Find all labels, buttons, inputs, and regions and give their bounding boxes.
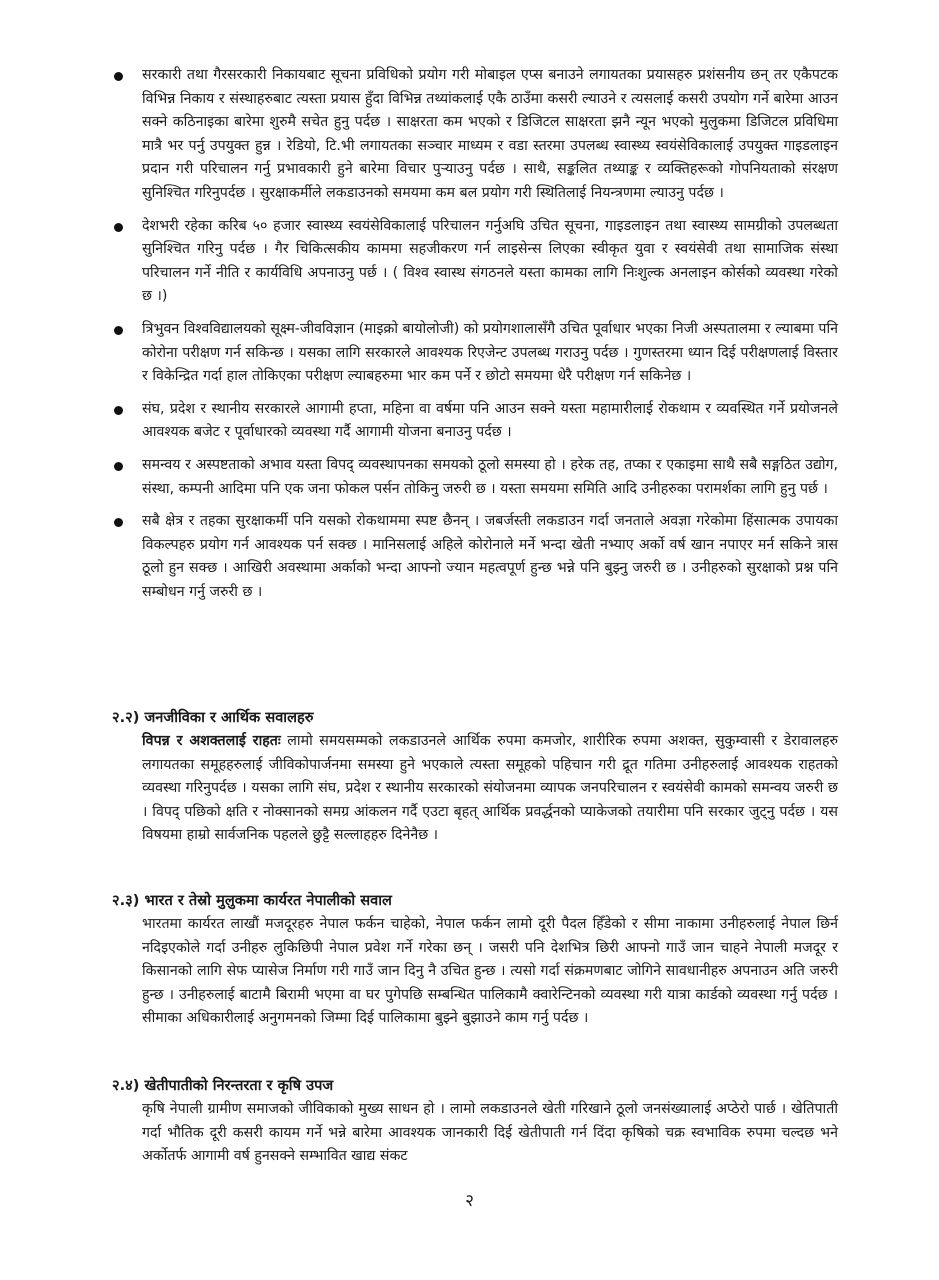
section-heading: २.४) खेतीपातीको निरन्तरता र कृषि उपज — [112, 1077, 334, 1094]
section-body — [112, 1098, 838, 1169]
list-item — [112, 318, 838, 389]
list-item-text: सबै क्षेत्र र तहका सुरक्षाकर्मी पनि यसको रोकथाममा स्पष्ट छैनन् । जबर्जस्ती लकडाउन गर्दा जनताले अवज्ञा गरेकोमा हिंसात्मक उपायका विकल्पहरु प्रयोग गर्न आवश्यक पर्न सक्छ । मानिसलाई अहिले कोरोनाले मर्ने भन्दा खेती नभ्याए अर्को वर्ष खान नपाएर मर्न सकिने त्रास ठूलो हुन सक्छ । आखिरी अवस्थामा अर्काको भन्दा आफ्नो ज्यान महत्वपूर्ण हुन्छ भन्ने पनि बुझ्नु जरुरी छ । उनीहरुको सुरक्षाको प्रश्न पनि सम्बोधन गर्नु जरुरी छ । — [142, 513, 838, 600]
section-livelihood — [112, 706, 838, 848]
list-item-text: सरकारी तथा गैरसरकारी निकायबाट सूचना प्रविधिको प्रयोग गरी मोबाइल एप्स बनाउने लगायतका प्रयासहरु प्रशंसनीय छन् तर एकैपटक विभिन्न निकाय र संस्थाहरुबाट त्यस्ता प्रयास हुँदा विभिन्न तथ्यांकलाई एकै ठाउँमा कसरी ल्याउने र त्यसलाई कसरी उपयोग गर्ने बारेमा आउन सक्ने कठिनाइका बारेमा शुरुमै सचेत हुनु पर्दछ । साक्षरता कम भएको र डिजिटल साक्षरता झनै न्यून भएको मुलुकमा डिजिटल प्रविधिमा मात्रै भर पर्नु उपयुक्त हुन्न । रेडियो, टि.भी लगायतका सञ्चार माध्यम र वडा स्तरमा उपलब्ध स्वास्थ्य स्वयंसेविकालाई उपयुक्त गाइडलाइन प्रदान गरी परिचालन गर्नु प्रभावकारी हुने बारेमा विचार पुऱ्याउनु पर्दछ । साथै, सङ्कलित तथ्याङ्क र व्यक्तिहरूको गोपनियताको संरक्षण सुनिश्चित गरिनुपर्दछ । सुरक्षाकर्मीले लकडाउनको समयमा कम बल प्रयोग गरी स्थितिलाई नियन्त्रणमा ल्याउनु पर्दछ । — [142, 67, 838, 201]
page-number: २ — [465, 1191, 474, 1211]
list-item — [112, 215, 838, 309]
section-heading: २.३) भारत र तेस्रो मुलुकमा कार्यरत नेपालीको सवाल — [112, 892, 392, 909]
section-body-text: कृषि नेपाली ग्रामीण समाजको जीविकाको मुख्य साधन हो । लामो लकडाउनले खेती गरिखाने ठूलो जनसंख्यालाई अप्ठेरो पार्छ । खेतिपाती गर्दा भौतिक दूरी कसरी कायम गर्ने भन्ने बारेमा आवश्यक जानकारी दिई खेतीपाती गर्न दिंदा कृषिको चक्र स्वभाविक रुपमा चल्दछ भने अर्कोतर्फ आगामी वर्ष हुनसक्ने सम्भावित खाद्य संकट — [142, 1101, 838, 1165]
bullet-icon — [114, 462, 123, 471]
section-body-text: भारतमा कार्यरत लाखौं मजदूरहरु नेपाल फर्कन चाहेको, नेपाल फर्कन लामो दूरी पैदल हिँडेको र सीमा नाकामा उनीहरुलाई नेपाल छिर्न नदिइएकोले गर्दा उनीहरु लुकिछिपी नेपाल प्रवेश गर्ने गरेका छन् । जसरी पनि देशभित्र छिरी आफ्नो गाउँ जान चाहने नेपाली मजदूर र किसानको लागि सेफ प्यासेज निर्माण गरी गाउँ जान दिनु नै उचित हुन्छ । त्यसो गर्दा संक्रमणबाट जोगिने सावधानीहरु अपनाउन अति जरुरी हुन्छ । उनीहरुलाई बाटामै बिरामी भएमा वा घर पुगेपछि सम्बन्धित पालिकामै क्वारेन्टिनको व्यवस्था गरी यात्रा कार्डको व्यवस्था गर्नु पर्दछ । सीमाका अधिकारीलाई अनुगमनको जिम्मा दिई पालिकामा बुझ्ने बुझाउने काम गर्नु पर्दछ । — [142, 916, 838, 1027]
list-item — [112, 454, 838, 501]
section-lead: विपन्न र अशक्तलाई राहतः — [142, 733, 281, 749]
list-item — [112, 510, 838, 604]
section-heading: २.२) जनजीविका र आर्थिक सवालहरु — [112, 709, 314, 726]
section-migrant-workers — [112, 889, 838, 1031]
bullet-icon — [114, 223, 123, 232]
section-agriculture — [112, 1074, 838, 1169]
bullet-icon — [114, 72, 123, 81]
bullet-icon — [114, 518, 123, 527]
list-item-text: देशभरी रहेका करिब ५० हजार स्वास्थ्य स्वयंसेविकालाई परिचालन गर्नुअघि उचित सूचना, गाइडलाइन तथा स्वास्थ्य सामग्रीको उपलब्धता सुनिश्चित गरिनु पर्दछ । गैर चिकित्सकीय काममा सहजीकरण गर्न लाइसेन्स लिएका स्वीकृत युवा र स्वयंसेवी तथा सामाजिक संस्था परिचालन गर्ने नीति र कार्यविधि अपनाउनु पर्छ । ( विश्व स्वास्थ संगठनले यस्ता कामका लागि निःशुल्क अनलाइन कोर्सको व्यवस्था गरेको छ ।) — [142, 217, 838, 305]
bullet-icon — [114, 326, 123, 335]
list-item-text: संघ, प्रदेश र स्थानीय सरकारले आगामी हप्ता, महिना वा वर्षमा पनि आउन सक्ने यस्ता महामारीलाई रोकथाम र व्यवस्थित गर्ने प्रयोजनले आवश्यक बजेट र पूर्वाधारको व्यवस्था गर्दै आगामी योजना बनाउनु पर्दछ । — [142, 400, 838, 441]
list-item-text: समन्वय र अस्पष्टताको अभाव यस्ता विपद् व्यवस्थापनका समयको ठूलो समस्या हो । हरेक तह, तप्का र एकाइमा साथै सबै सङ्गठित उद्योग, संस्था, कम्पनी आदिमा पनि एक जना फोकल पर्सन तोकिनु जरुरी छ । यस्ता समयमा समिति आदि उनीहरुका परामर्शका लागि हुनु पर्छ । — [142, 456, 838, 497]
section-body — [112, 913, 838, 1031]
bullet-icon — [114, 406, 123, 415]
recommendation-list — [112, 64, 838, 613]
list-item — [112, 64, 838, 206]
section-body-text: लामो समयसम्मको लकडाउनले आर्थिक रुपमा कमजोर, शारीरिक रुपमा अशक्त, सुकुम्वासी र डेरावालहरु लगायतका समूहहरुलाई जीविकोपार्जनमा समस्या हुने भएकाले त्यस्ता समूहको पहिचान गरी द्रूत गतिमा उनीहरुलाई आवश्यक राहतको व्यवस्था गरिनुपर्दछ । यसका लागि संघ, प्रदेश र स्थानीय सरकारको संयोजनमा व्यापक जनपरिचालन र स्वयंसेवी कामको समन्वय जरुरी छ । विपद् पछिको क्षति र नोक्सानको समग्र आंकलन गर्दै एउटा बृहत् आर्थिक प्रवर्द्धनको प्याकेजको तयारीमा पनि सरकार जुट्नु पर्दछ । यस विषयमा हाम्रो सार्वजनिक पहलले छुट्टै सल्लाहहरु दिनेनैछ । — [142, 733, 838, 844]
list-item-text: त्रिभुवन विश्वविद्यालयको सूक्ष्म-जीवविज्ञान (माइक्रो बायोलोजी) को प्रयोगशालासँगै उचित पूर्वाधार भएका निजी अस्पतालमा र ल्याबमा पनि कोरोना परीक्षण गर्न सकिन्छ । यसका लागि सरकारले आवश्यक रिएजेन्ट उपलब्ध गराउनु पर्दछ । गुणस्तरमा ध्यान दिई परीक्षणलाई विस्तार र विकेन्द्रित गर्दा हाल तोकिएका परीक्षण ल्याबहरुमा भार कम पर्ने र छोटो समयमा धेरै परीक्षण गर्न सकिनेछ । — [142, 320, 838, 385]
list-item — [112, 398, 838, 445]
section-body — [112, 730, 838, 848]
